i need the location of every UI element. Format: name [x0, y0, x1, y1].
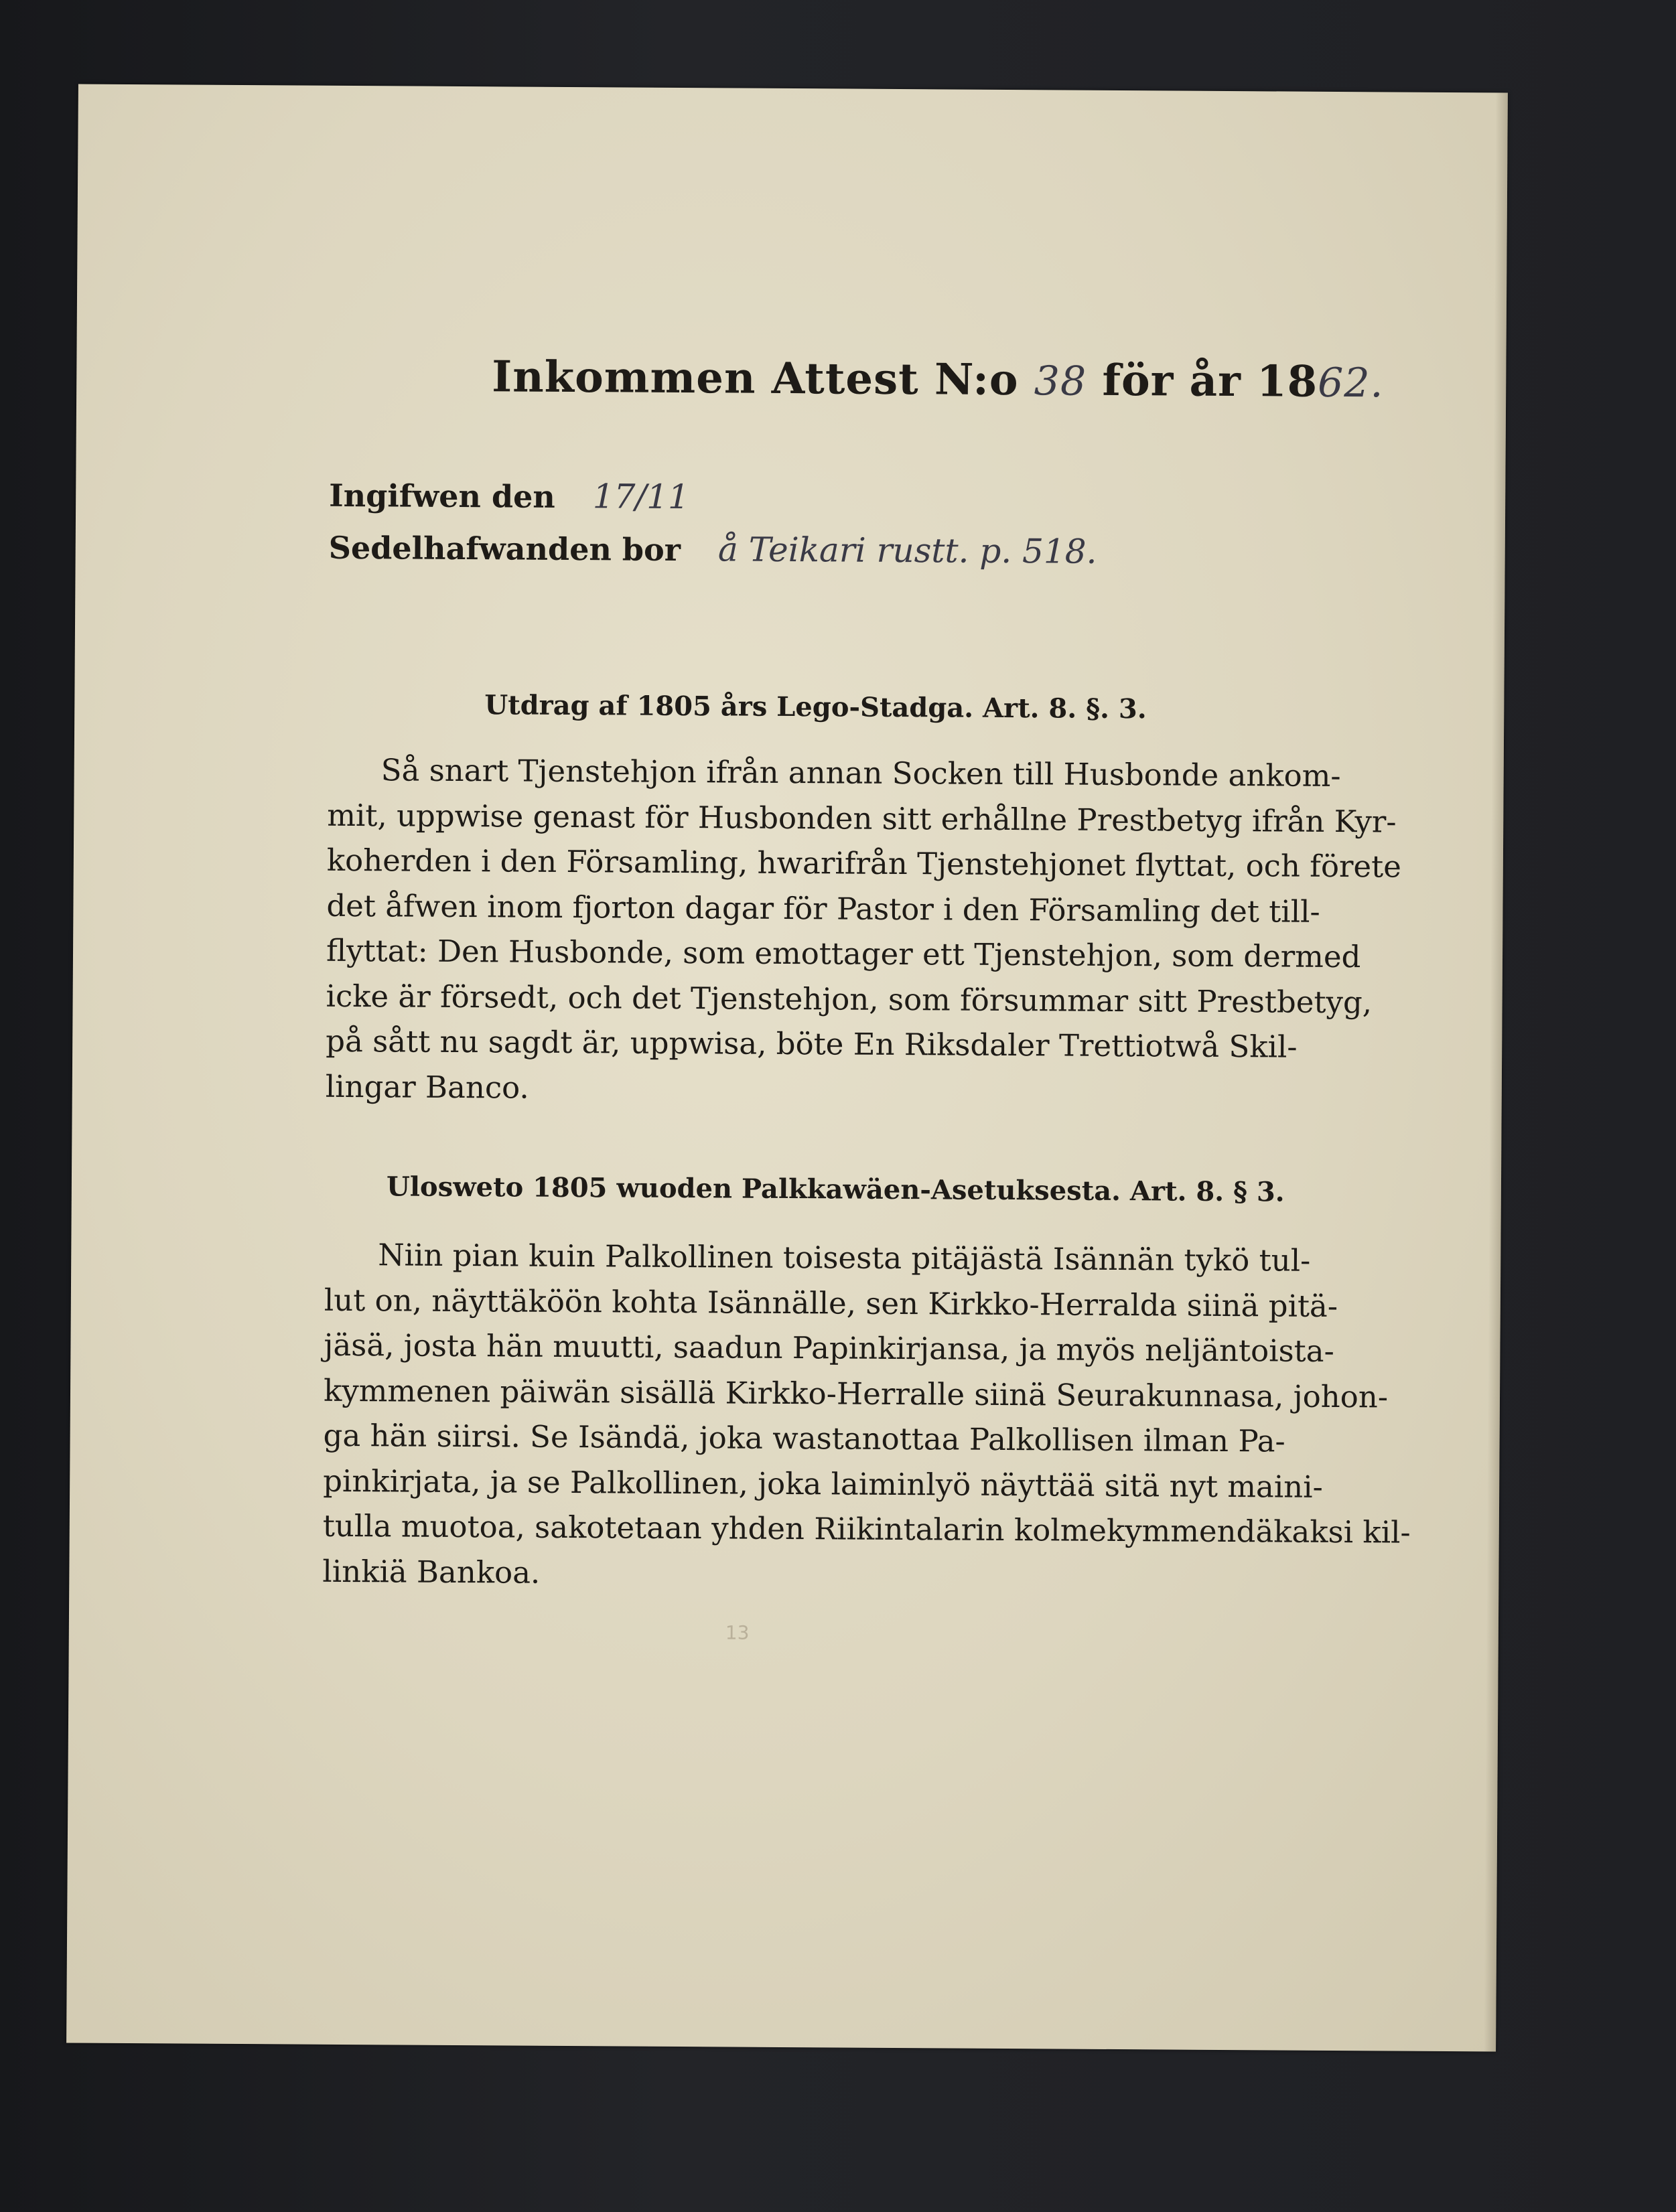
ingifwen-row	[329, 475, 689, 516]
finnish-line: Niin pian kuin Palkollinen toisesta pitäjästä Isännän tykö tul-	[378, 1237, 1311, 1278]
faint-bleed-through-mark: 13	[725, 1621, 750, 1644]
finnish-line: ga hän siirsi. Se Isändä, joka wastanottaa Palkollisen ilman Pa-	[323, 1417, 1285, 1459]
finnish-section-heading: Ulosweto 1805 wuoden Palkkawäen-Asetuksesta. Art. 8. § 3.	[386, 1171, 1285, 1208]
swedish-line: på sått nu sagdt är, uppwisa, böte En Riksdaler Trettiotwå Skil-	[326, 1023, 1298, 1065]
finnish-line: jäsä, josta hän muutti, saadun Papinkirjansa, ja myös neljäntoista-	[324, 1327, 1334, 1369]
handwritten-number: 38	[1034, 358, 1087, 405]
finnish-paragraph	[322, 1232, 1411, 1601]
finnish-line: tulla muotoa, sakotetaan yhden Riikintalarin kolmekymmendäkaksi kil-	[322, 1507, 1411, 1550]
finnish-line: pinkirjata, ja se Palkollinen, joka laiminlyö näyttää sitä nyt maini-	[323, 1463, 1323, 1505]
swedish-line: lingar Banco.	[325, 1068, 529, 1106]
swedish-line: icke är försedt, och det Tjenstehjon, som försummar sitt Prestbetyg,	[326, 978, 1373, 1020]
document-sheet	[66, 84, 1508, 2052]
title-middle: för år 18	[1102, 355, 1318, 407]
swedish-line: Så snart Tjenstehjon ifrån annan Socken till Husbonde ankom-	[380, 752, 1341, 794]
swedish-line: mit, uppwise genast för Husbonden sitt erhållne Prestbetyg ifrån Kyr-	[327, 797, 1397, 840]
sedelhafwanden-label: Sedelhafwanden bor	[328, 529, 681, 569]
swedish-line: det åfwen inom fjorton dagar för Pastor i den Församling det till-	[326, 887, 1320, 930]
handwritten-year: 62.	[1317, 359, 1384, 407]
swedish-line: flyttat: Den Husbonde, som emottager ett Tjenstehjon, som dermed	[326, 932, 1361, 975]
swedish-paragraph	[325, 747, 1402, 1116]
swedish-section-heading: Utdrag af 1805 års Lego-Stadga. Art. 8. §. 3.	[484, 689, 1147, 725]
finnish-line: kymmenen päiwän sisällä Kirkko-Herralle siinä Seurakunnasa, johon-	[323, 1372, 1389, 1414]
finnish-line: lut on, näyttäköön kohta Isännälle, sen Kirkko-Herralda siinä pitä-	[324, 1282, 1338, 1324]
sedelhafwanden-row	[329, 528, 1097, 571]
finnish-line: linkiä Bankoa.	[322, 1553, 541, 1591]
swedish-line: koherden i den Församling, hwarifrån Tjenstehjonet flyttat, och förete	[326, 842, 1402, 885]
ingifwen-handwritten-date: 17/11	[592, 477, 690, 517]
document-title	[492, 352, 1384, 407]
ingifwen-label: Ingifwen den	[329, 477, 555, 515]
sedelhafwanden-handwritten-address: å Teikari rustt. p. 518.	[717, 530, 1097, 571]
title-prefix: Inkommen Attest N:o	[492, 352, 1019, 406]
